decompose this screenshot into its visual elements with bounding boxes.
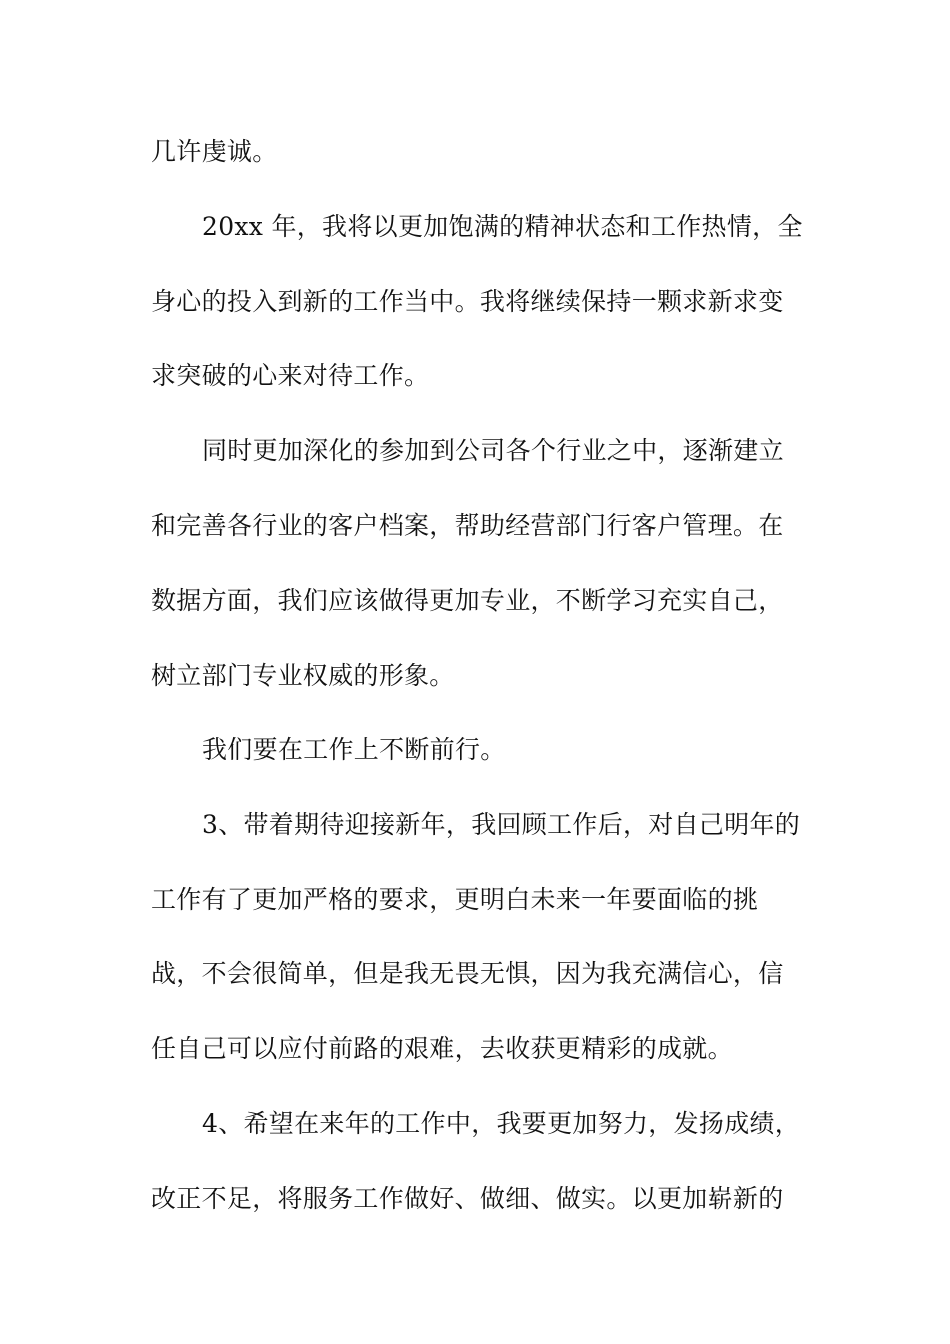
- text-line-11: 工作有了更加严格的要求，更明白未来一年要面临的挑: [151, 885, 759, 914]
- text-line-1: 几许虔诚。: [151, 137, 278, 166]
- text-line-4: 求突破的心来对待工作。: [151, 361, 430, 390]
- text-line-7: 数据方面，我们应该做得更加专业，不断学习充实自己，: [151, 586, 784, 615]
- text-line-13: 任自己可以应付前路的艰难，去收获更精彩的成就。: [151, 1034, 733, 1063]
- text-line-10: 3、带着期待迎接新年，我回顾工作后，对自己明年的: [202, 810, 801, 839]
- text-line-9: 我们要在工作上不断前行。: [202, 735, 506, 764]
- text-line-2: 20xx 年，我将以更加饱满的精神状态和工作热情，全: [202, 212, 803, 241]
- text-line-5: 同时更加深化的参加到公司各个行业之中，逐渐建立: [202, 436, 784, 465]
- text-line-15: 改正不足，将服务工作做好、做细、做实。以更加崭新的: [151, 1184, 784, 1213]
- text-line-6: 和完善各行业的客户档案，帮助经营部门行客户管理。在: [151, 511, 784, 540]
- text-line-3: 身心的投入到新的工作当中。我将继续保持一颗求新求变: [151, 287, 784, 316]
- text-line-14: 4、希望在来年的工作中，我要更加努力，发扬成绩，: [202, 1109, 801, 1138]
- text-line-8: 树立部门专业权威的形象。: [151, 661, 455, 690]
- text-line-12: 战，不会很简单，但是我无畏无惧，因为我充满信心，信: [151, 959, 784, 988]
